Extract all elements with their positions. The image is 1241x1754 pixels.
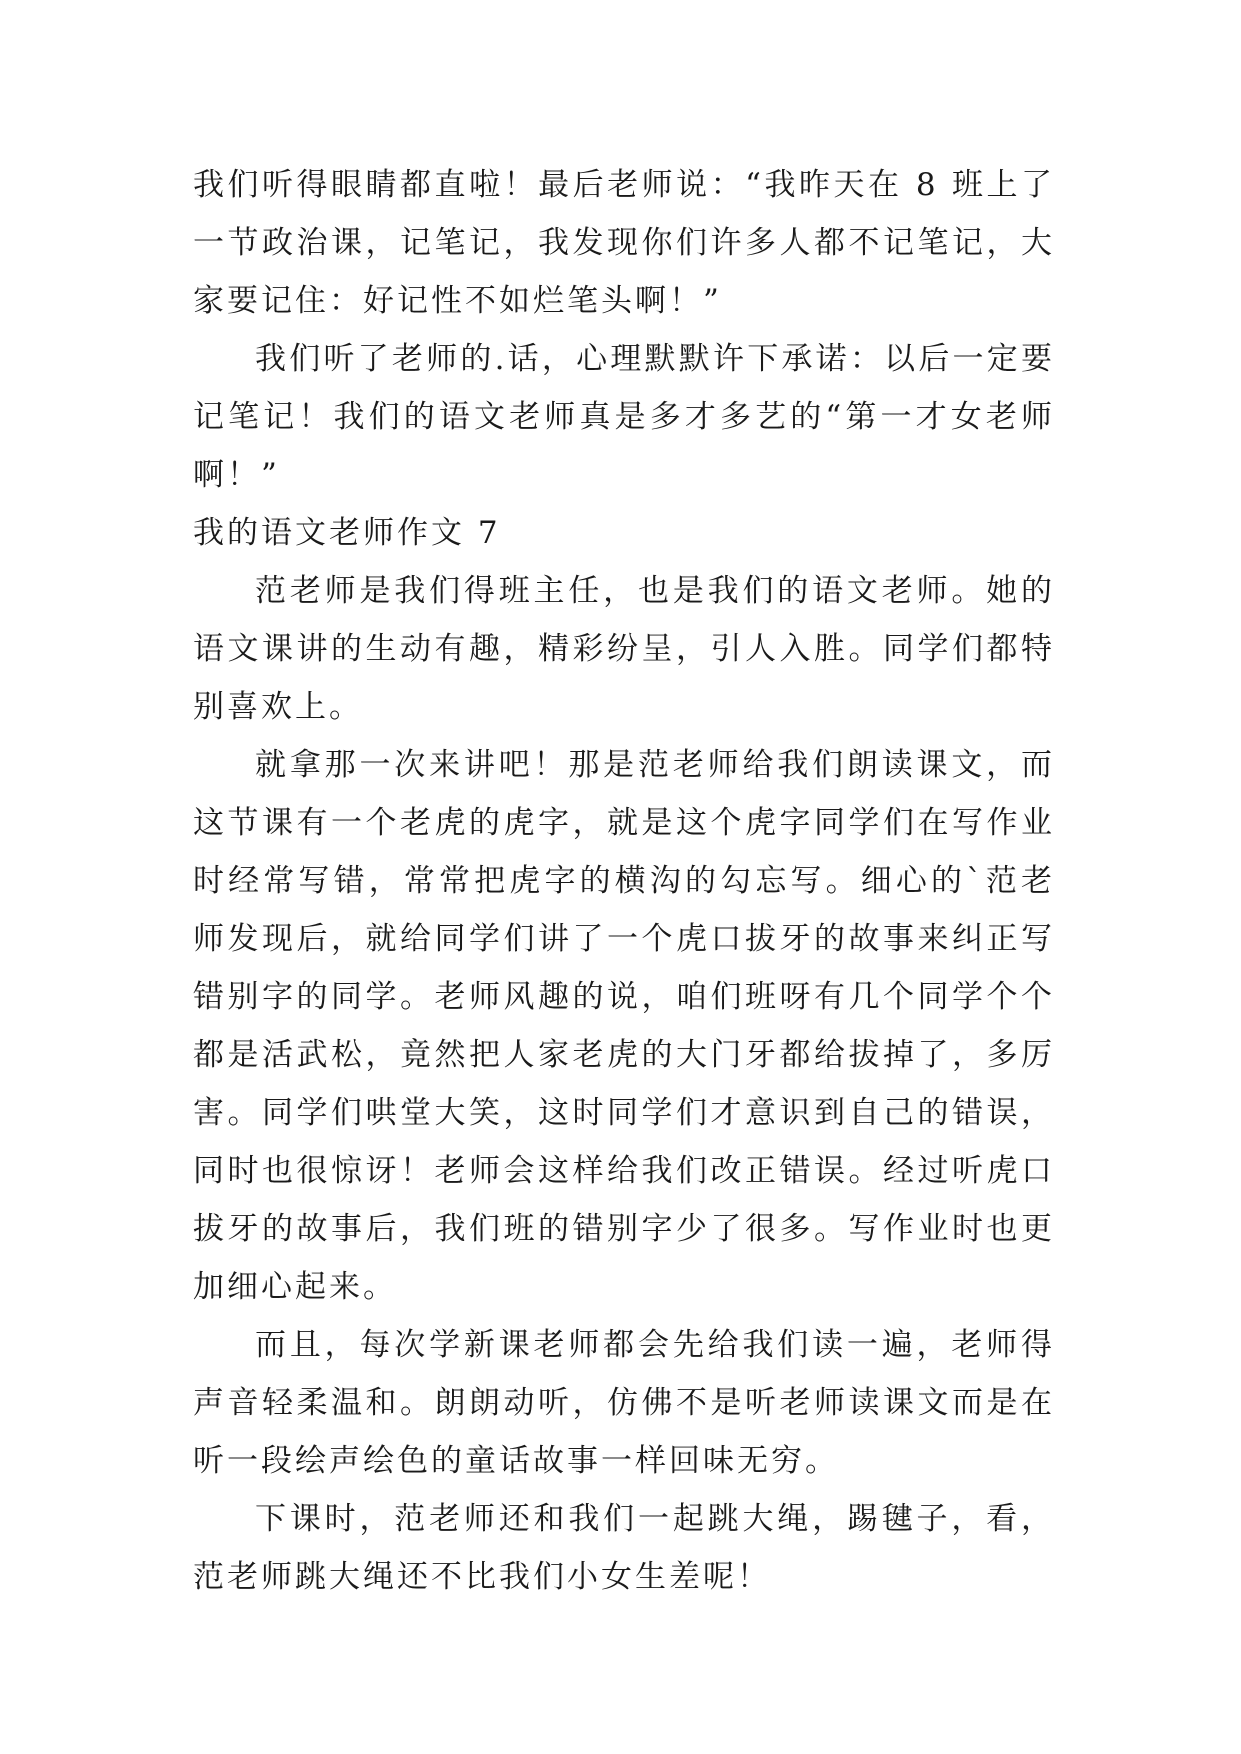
section-title: 我的语文老师作文 7 [193, 515, 501, 551]
paragraph-3: 范老师是我们得班主任，也是我们的语文老师。她的语文课讲的生动有趣，精彩纷呈，引人入胜。同学们都特别喜欢上。 [193, 573, 1055, 725]
document-body [193, 156, 1055, 1606]
paragraph-4: 就拿那一次来讲吧！那是范老师给我们朗读课文，而这节课有一个老虎的虎字，就是这个虎字同学们在写作业时经常写错，常常把虎字的横沟的勾忘写。细心的`范老师发现后，就给同学们讲了一个虎口拔牙的故事来纠正写错别字的同学。老师风趣的说，咱们班呀有几个同学个个都是活武松，竟然把人家老虎的大门牙都给拔掉了，多厉害。同学们哄堂大笑，这时同学们才意识到自己的错误，同时也很惊讶！老师会这样给我们改正错误。经过听虎口拔牙的故事后，我们班的错别字少了很多。写作业时也更加细心起来。 [193, 747, 1055, 1305]
paragraph-2: 我们听了老师的.话，心理默默许下承诺：以后一定要记笔记！我们的语文老师真是多才多艺的“第一才女老师啊！” [193, 341, 1055, 493]
paragraph-1: 我们听得眼睛都直啦！最后老师说：“我昨天在 8 班上了一节政治课，记笔记，我发现你们许多人都不记笔记，大家要记住：好记性不如烂笔头啊！” [193, 167, 1055, 319]
paragraph-6: 下课时，范老师还和我们一起跳大绳，踢毽子，看，范老师跳大绳还不比我们小女生差呢！ [193, 1501, 1055, 1595]
paragraph-5: 而且，每次学新课老师都会先给我们读一遍，老师得声音轻柔温和。朗朗动听，仿佛不是听老师读课文而是在听一段绘声绘色的童话故事一样回味无穷。 [193, 1327, 1055, 1479]
